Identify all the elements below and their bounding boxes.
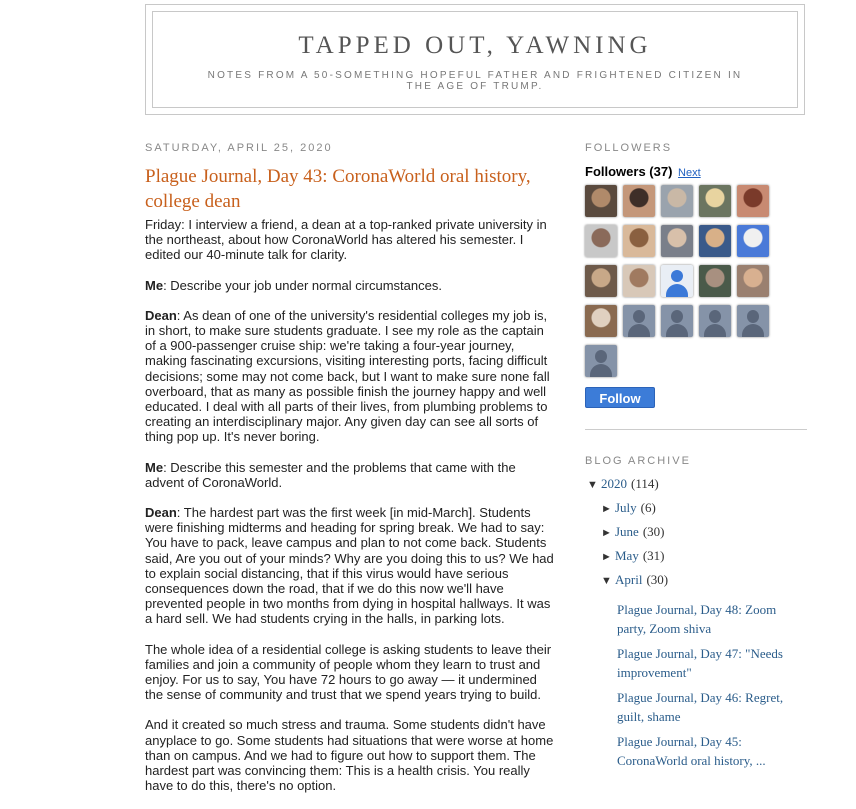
archive-month-june bbox=[585, 524, 807, 548]
post-paragraph bbox=[145, 642, 557, 703]
follower-avatar[interactable] bbox=[585, 265, 617, 297]
archive-month-april bbox=[585, 572, 807, 596]
post-paragraph bbox=[145, 505, 557, 627]
speaker-label: Me bbox=[145, 277, 164, 293]
archive-widget-title: BLOG ARCHIVE bbox=[585, 455, 691, 467]
speaker-label: Dean bbox=[145, 307, 177, 323]
archive-year-2020 bbox=[585, 476, 807, 500]
triangle-right-icon[interactable]: ► bbox=[601, 551, 612, 563]
archive-month-link[interactable]: June bbox=[615, 524, 639, 539]
paragraph-text: Friday: I interview a friend, a dean at a top-ranked private university in the northeast, about how CoronaWorld has altered his semester. I edited our 40-minute talk for clarity. bbox=[145, 217, 547, 263]
post-body bbox=[145, 217, 557, 794]
post-paragraph bbox=[145, 460, 557, 490]
post-date: SATURDAY, APRIL 25, 2020 bbox=[145, 142, 333, 154]
follower-avatar[interactable] bbox=[737, 265, 769, 297]
follower-avatar[interactable] bbox=[585, 225, 617, 257]
archive-post-link[interactable]: Plague Journal, Day 46: Regret, guilt, shame bbox=[617, 690, 784, 724]
follower-avatar[interactable] bbox=[737, 305, 769, 337]
archive-month-count: (30) bbox=[642, 524, 665, 539]
paragraph-text: The whole idea of a residential college is asking students to leave their families and join a community of people whom they learn to trust and enjoy. For us to say, You have 72 hours to go away — it undermined the sense of community and trust that we spend years trying to build. bbox=[145, 641, 552, 703]
archive-month-link[interactable]: July bbox=[615, 500, 637, 515]
follower-avatar[interactable] bbox=[661, 185, 693, 217]
blog-title[interactable]: TAPPED OUT, YAWNING bbox=[298, 32, 652, 59]
follower-avatar[interactable] bbox=[623, 225, 655, 257]
archive-year-count: (114) bbox=[631, 476, 659, 491]
speaker-label: Dean bbox=[145, 505, 177, 521]
archive-month-count: (30) bbox=[646, 572, 669, 587]
follower-avatar[interactable] bbox=[661, 225, 693, 257]
archive-month-july bbox=[585, 500, 807, 524]
follow-button[interactable]: Follow bbox=[585, 387, 655, 408]
archive-post-link[interactable]: Plague Journal, Day 45: CoronaWorld oral history, ... bbox=[617, 734, 766, 768]
paragraph-text: And it created so much stress and trauma. Some students didn't have anyplace to go. Some students had situations that were worse at home than on campus. And we had to figure out how to support them. The hardest part was convincing them: This is a health crisis. You really have to do this, there's no option. bbox=[145, 717, 554, 794]
paragraph-text: : Describe this semester and the problems that came with the advent of CoronaWorld. bbox=[145, 459, 516, 490]
follower-avatar[interactable] bbox=[699, 265, 731, 297]
post-paragraph bbox=[145, 308, 557, 445]
follower-avatar[interactable] bbox=[699, 185, 731, 217]
main-column bbox=[145, 142, 557, 809]
paragraph-text: : The hardest part was the first week [in mid-March]. Students were finishing midterms and heading for spring break. We had to say: You have to pack, leave campus and plan to not come back. Students said, Are you out of your minds? Why are you doing this to us? We had to explain social distancing, that if this virus would have serious consequences down the road, that if we do this now we'll have prevented people in two months from dying in hospital hallways. It was a hard sell. We had students crying in the halls, in parking lots. bbox=[145, 505, 554, 627]
sidebar-divider bbox=[585, 429, 807, 430]
triangle-down-icon[interactable]: ▼ bbox=[587, 479, 598, 491]
follower-avatar[interactable] bbox=[661, 265, 693, 297]
paragraph-text: : Describe your job under normal circumstances. bbox=[163, 277, 442, 293]
blog-header bbox=[145, 4, 805, 115]
archive-month-count: (6) bbox=[640, 500, 656, 515]
blog-archive bbox=[585, 476, 807, 770]
archive-year-link[interactable]: 2020 bbox=[601, 476, 627, 491]
followers-avatar-grid bbox=[585, 185, 807, 377]
triangle-right-icon[interactable]: ► bbox=[601, 527, 612, 539]
follower-avatar[interactable] bbox=[661, 305, 693, 337]
followers-next-link[interactable]: Next bbox=[678, 167, 701, 179]
speaker-label: Me bbox=[145, 459, 164, 475]
follower-avatar[interactable] bbox=[623, 265, 655, 297]
archive-month-link[interactable]: April bbox=[615, 572, 643, 587]
followers-label: Followers (37) bbox=[585, 164, 673, 179]
archive-month-count: (31) bbox=[642, 548, 665, 563]
post-paragraph bbox=[145, 717, 557, 793]
follower-avatar[interactable] bbox=[623, 305, 655, 337]
followers-widget-title: FOLLOWERS bbox=[585, 142, 673, 154]
post-paragraph bbox=[145, 278, 557, 293]
follower-avatar[interactable] bbox=[737, 185, 769, 217]
post-paragraph bbox=[145, 217, 557, 263]
sidebar bbox=[585, 142, 807, 776]
post-title[interactable]: Plague Journal, Day 43: CoronaWorld oral history, college dean bbox=[145, 166, 531, 212]
follower-avatar[interactable] bbox=[585, 305, 617, 337]
archive-post-link[interactable]: Plague Journal, Day 48: Zoom party, Zoom shiva bbox=[617, 602, 777, 636]
archive-post-link[interactable]: Plague Journal, Day 47: "Needs improvement" bbox=[617, 646, 783, 680]
blog-description: NOTES FROM A 50-SOMETHING HOPEFUL FATHER AND FRIGHTENED CITIZEN IN THE AGE OF TRUMP. bbox=[207, 70, 743, 92]
follower-avatar[interactable] bbox=[623, 185, 655, 217]
archive-month-link[interactable]: May bbox=[615, 548, 639, 563]
triangle-right-icon[interactable]: ► bbox=[601, 503, 612, 515]
triangle-down-icon[interactable]: ▼ bbox=[601, 575, 612, 587]
follower-avatar[interactable] bbox=[737, 225, 769, 257]
followers-count bbox=[585, 164, 807, 179]
follower-avatar[interactable] bbox=[699, 225, 731, 257]
archive-month-may bbox=[585, 548, 807, 572]
blog-header-inner bbox=[152, 11, 798, 108]
follower-avatar[interactable] bbox=[585, 185, 617, 217]
follower-avatar[interactable] bbox=[585, 345, 617, 377]
follower-avatar[interactable] bbox=[699, 305, 731, 337]
archive-post-list bbox=[617, 600, 807, 770]
paragraph-text: : As dean of one of the university's residential colleges my job is, in short, to make sure students graduate. I see my role as the captain of a 900-passenger cruise ship: we're taking a four-year journey, making fascinating excursions, visiting interesting ports, facing difficult decisions; some may not come back, but I want to make sure none fall overboard, that as many as possible finish the journey happy and well educated. I deal with all parts of their lives, from plumbing problems to creating an interdisciplinary major. Any given day can see all sorts of thing pop up. It's never boring. bbox=[145, 307, 550, 445]
